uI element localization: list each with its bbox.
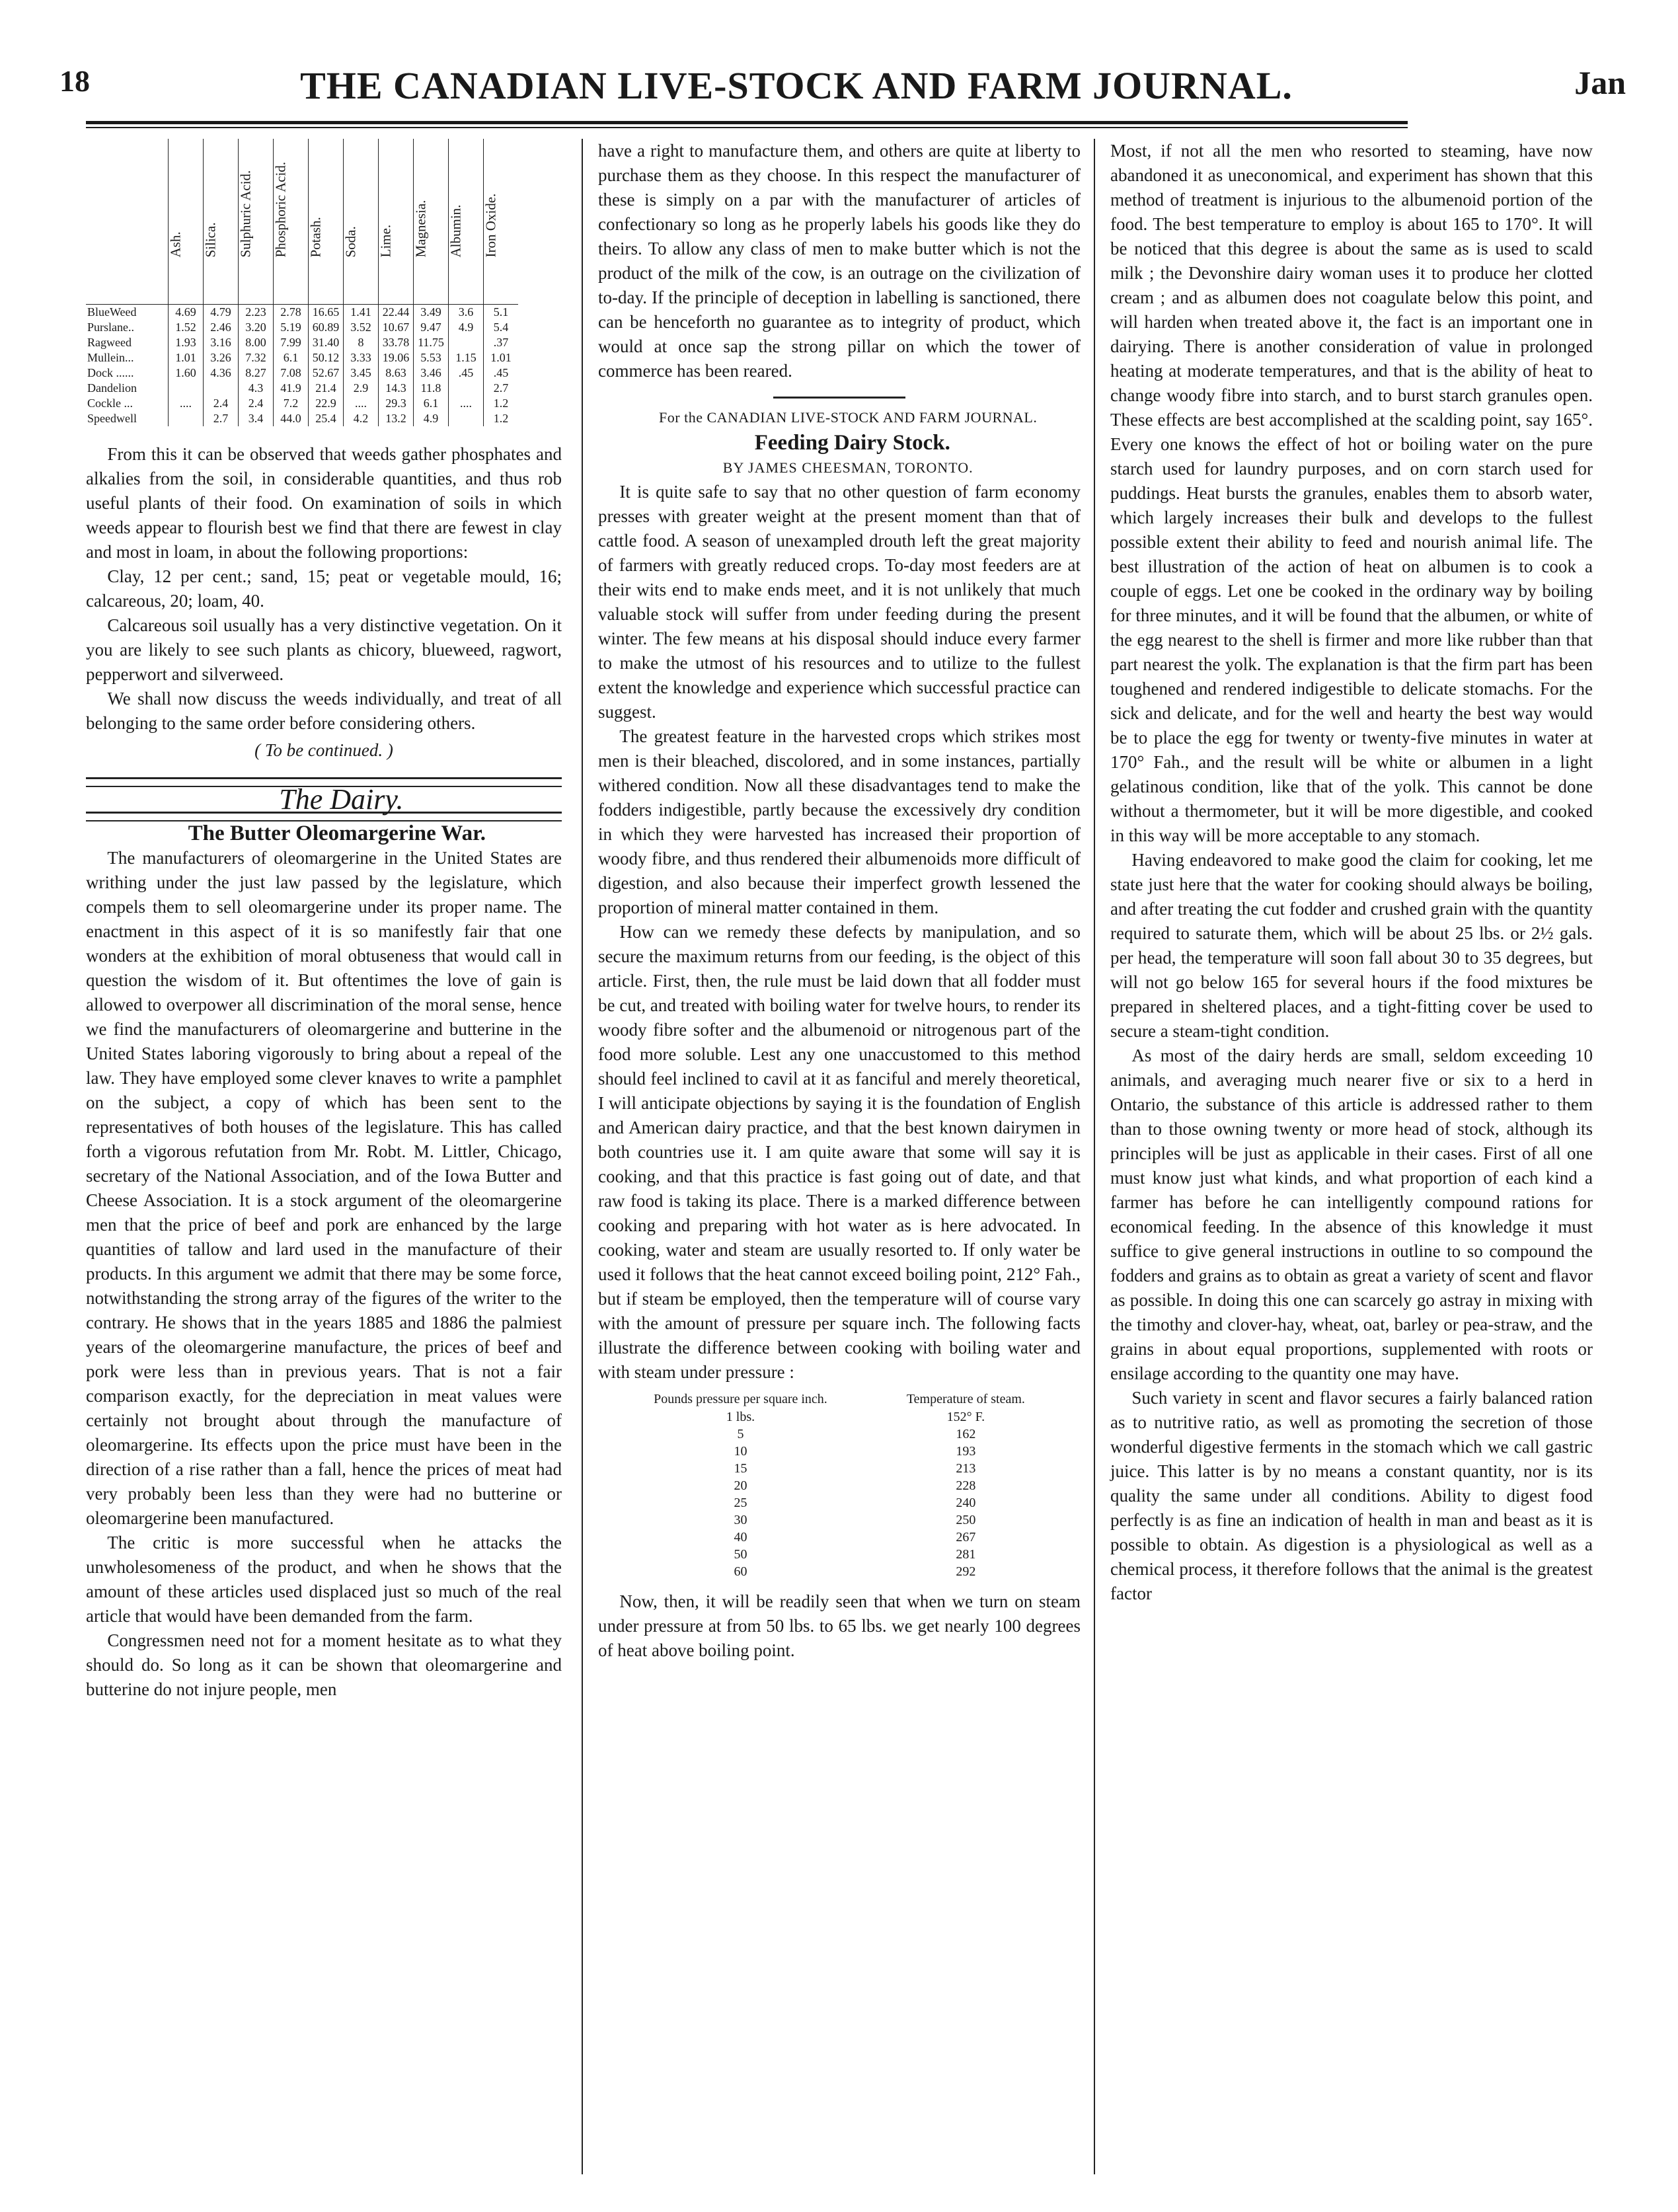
column-header-label: Iron Oxide. (482, 193, 499, 258)
article-byline: BY JAMES CHEESMAN, TORONTO. (722, 459, 973, 476)
table-cell: 1.93 (169, 335, 204, 350)
table-cell: 6.1 (274, 350, 309, 365)
table-cell: 25.4 (309, 411, 344, 426)
table-cell: 1.2 (484, 411, 519, 426)
paragraph: Clay, 12 per cent.; sand, 15; peat or vegetable mould, 16; calcareous, 20; loam, 40. (86, 566, 562, 611)
paragraph: The critic is more successful when he attacks the unwholesomeness of the product, and when he shows that the amount of these articles used displaced just so much of the real article that would have been demanded from the farm. (86, 1533, 562, 1626)
pressure-value: 5 (737, 1427, 744, 1441)
temperature-value: 152° F. (946, 1410, 985, 1424)
paragraph: We shall now discuss the weeds individually, and treat of all belonging to the same order before considering others. (86, 689, 562, 733)
table-cell: .... (449, 396, 484, 411)
paragraph: From this it can be observed that weeds gather phosphates and alkalies from the soil, in considerable quantities, and thus rob useful plants of their food. On examination of soils in which weeds appear to flourish best we find that there are fewest in clay and most in loam, in about the following proportions: (86, 444, 562, 562)
table-cell: 4.9 (414, 411, 449, 426)
table-cell: 7.99 (274, 335, 309, 350)
table-cell: 60.89 (309, 320, 344, 335)
table-cell: 7.32 (239, 350, 274, 365)
paragraph: The greatest feature in the harvested crops which strikes most men is their bleached, discolored, and in some instances, partially withered condition. Now all these disadvantages tend to make the fodders indigestible, partly because the excessively dry condition in which they were harvested has increased their proportion of woody fibre, and thus rendered their albumenoids more difficult of digestion, and also because their imperfect growth lessened the proportion of mineral matter contained in them. (598, 726, 1081, 917)
column-header-label: Soda. (342, 226, 359, 258)
pressure-value: 1 lbs. (726, 1410, 755, 1424)
temperature-value: 240 (956, 1496, 976, 1510)
issue-month: Jan (1574, 64, 1626, 101)
table-cell: 8 (344, 335, 379, 350)
paragraph: Having endeavored to make good the claim for cooking, let me state just here that the water for cooking should always be boiling, and after treating the cut fodder and crushed grain with the quantity required to saturate them, which will be about 25 lbs. or 2½ gals. per head, the temperature will soon fall about 30 to 35 degrees, but will not go below 165 for several hours if the food mixtures be prepared in sheltered places, and a tight-fitting cover be used to secure a steam-tight condition. (1110, 850, 1593, 1041)
table-cell: 3.6 (449, 305, 484, 321)
header-rule-thick (86, 121, 1408, 124)
table-row (86, 305, 518, 321)
temperature-value: 292 (956, 1564, 976, 1579)
column-3 (1110, 139, 1593, 1606)
table-cell: 7.2 (274, 396, 309, 411)
column-header (344, 139, 379, 305)
paragraph: have a right to manufacture them, and others are quite at liberty to purchase them as they choose. In this respect the manufacturer of these is simply on a par with the manufacturer of articles of confectionary so long as he properly labels his goods like they do theirs. To allow any class of men to make butter which is not the product of the milk of the cow, is an outrage on the civilization of to-day. If the principle of deception in labelling is sanctioned, there can be henceforth no guarantee as to integrity of product, which would at once sap the strong pillar on which the tower of commerce has been reared. (598, 141, 1081, 381)
table-cell: 3.4 (239, 411, 274, 426)
column-header-label: Albumin. (447, 204, 464, 258)
temperature-value: 162 (956, 1427, 976, 1441)
weed-name: Dandelion (87, 381, 137, 395)
table-cell: 22.9 (309, 396, 344, 411)
table-cell: 3.20 (239, 320, 274, 335)
table-cell: 4.36 (204, 365, 239, 381)
table-cell: 8.00 (239, 335, 274, 350)
weed-name: Mullein... (87, 351, 134, 364)
table-row (86, 365, 518, 381)
table-cell (449, 381, 484, 396)
column-divider-1 (582, 139, 583, 2174)
table-cell: 29.3 (379, 396, 414, 411)
pressure-value: 10 (734, 1444, 747, 1459)
column-1 (86, 139, 562, 1702)
table-cell: 2.7 (204, 411, 239, 426)
column-header (309, 139, 344, 305)
paragraph: The manufacturers of oleomargerine in the United States are writhing under the just law passed by the legislature, which compels them to sell oleomargerine under its proper name. The enactment in this aspect of it is so manifestly fair that one wonders at the exhibition of moral obtuseness that would call in question the wisdom of it. But oftentimes the love of gain is allowed to overpower all discrimination of the moral sense, hence we find the manufacturers of oleomargerine and butterine in the United States laboring vigorously to bring about a repeal of the law. They have employed some clever knaves to write a pamphlet on the subject, a copy of which has been sent to the representatives of both houses of the legislature. This has called forth a vigorous refutation from Mr. Robt. M. Littler, Chicago, secretary of the National Association, and of the Iowa Butter and Cheese Association. It is a stock argument of the oleomargerine men that the price of beef and pork are enhanced by the large quantities of tallow and lard used in the manufacture of their products. In this argument we admit that there may be some force, notwithstanding the strong array of the figures of the writer to the contrary. He shows that in the years 1885 and 1886 the palmiest years of the oleomargerine manufacture, the prices of beef and pork were less than in previous years. That is not a fair comparison exactly, for the depreciation in meat values were certainly not brought about through the manufacture of oleomargerine. Its effects upon the price must have been in the direction of a rise rather than a fall, hence the prices of meat had very probably been less than they were had no butterine or oleomargerine been manufactured. (86, 848, 562, 1528)
table-row (86, 381, 518, 396)
table-cell: 19.06 (379, 350, 414, 365)
table-cell: 3.33 (344, 350, 379, 365)
column-header-label: Sulphuric Acid. (237, 170, 254, 258)
column-header (239, 139, 274, 305)
pressure-value: 50 (734, 1547, 747, 1562)
page-number: 18 (59, 64, 90, 98)
paragraph: How can we remedy these defects by manipulation, and so secure the maximum returns from our feeding, is the object of this article. First, then, the rule must be laid down that all fodder must be cut, and treated with boiling water for twelve hours, to render its woody fibre softer and the albumenoid or nitrogenous part of the food more soluble. Lest any one unaccustomed to this method should feel inclined to cavil at it as fanciful and merely theoretical, I will anticipate objections by saying it is the foundation of English and American dairy practice, and that the best known dairymen in both countries use it. I am quite aware that some will say it is cooking, and that this practice is fast going out of date, and that raw food is taking its place. There is a marked difference between cooking and preparing with hot water as is here advocated. In cooking, water and steam are usually resorted to. If only water be used it follows that the heat cannot exceed boiling point, 212° Fah., but if steam be employed, then the temperature will of course vary with the amount of pressure per square inch. The following facts illustrate the difference between cooking with boiling water and with steam under pressure : (598, 922, 1081, 1382)
table-cell: .... (169, 396, 204, 411)
table-cell (204, 381, 239, 396)
article-title-feeding-dairy: Feeding Dairy Stock. (754, 431, 950, 455)
column-header-label: Phosphoric Acid. (272, 161, 289, 258)
temperature-value: 250 (956, 1513, 976, 1527)
page-header (59, 63, 1626, 123)
table-cell: 5.19 (274, 320, 309, 335)
column-header-label: Ash. (167, 231, 184, 258)
table-cell: 50.12 (309, 350, 344, 365)
pressure-value: 40 (734, 1530, 747, 1545)
table-cell: 1.52 (169, 320, 204, 335)
paragraph: It is quite safe to say that no other question of farm economy presses with greater weight at the present moment than that of cattle food. A season of unexampled drouth left the great majority of farmers with greatly reduced crops. To-day most feeders are at their wits end to make ends meet, and it is not unlikely that much valuable stock will suffer from under feeding during the present winter. The few means at his disposal should induce every farmer to make the utmost of his resources and to utilize to the fullest extent the knowledge and experience which successful practice can suggest. (598, 482, 1081, 722)
header-rule-thin (86, 127, 1408, 128)
table-cell: .45 (484, 365, 519, 381)
column-header (484, 139, 519, 305)
table-cell: 4.3 (239, 381, 274, 396)
table-row (86, 350, 518, 365)
pressure-value: 25 (734, 1496, 747, 1510)
table-cell: 2.4 (239, 396, 274, 411)
table-cell: 13.2 (379, 411, 414, 426)
temperature-header: Temperature of steam. (906, 1392, 1025, 1406)
steam-pressure-table (598, 1391, 1081, 1580)
column-header-label: Magnesia. (412, 200, 429, 258)
paragraph: Congressmen need not for a moment hesitate as to what they should do. So long as it can be shown that oleomargerine and butterine do not injure people, men (86, 1630, 562, 1699)
table-row (86, 335, 518, 350)
table-cell: 8.27 (239, 365, 274, 381)
pressure-column (654, 1391, 827, 1580)
temperature-value: 193 (956, 1444, 976, 1459)
paragraph: Such variety in scent and flavor secures a fairly balanced ration as to nutritive ratio, as well as promoting the secretion of those wonderful digestive ferments in the stomach which we call gastric juice. This latter is by no means a constant quantity, nor is its quality the same under all conditions. Ability to digest food perfectly is as fine an indication of health in man and beast as it is possible to obtain. As digestion is a physiological as well as a chemical process, it therefore follows that the animal is the greatest factor (1110, 1388, 1593, 1603)
article-credit: For the CANADIAN LIVE-STOCK AND FARM JOURNAL. (659, 409, 1038, 426)
table-cell: 3.52 (344, 320, 379, 335)
pressure-header: Pounds pressure per square inch. (654, 1392, 827, 1406)
table-cell: 2.46 (204, 320, 239, 335)
table-cell: 3.46 (414, 365, 449, 381)
weed-name: Purslane.. (87, 321, 134, 334)
column-header (169, 139, 204, 305)
table-cell: 4.2 (344, 411, 379, 426)
table-cell: .37 (484, 335, 519, 350)
table-cell: 11.75 (414, 335, 449, 350)
weed-table-body (86, 305, 518, 427)
paragraph: Now, then, it will be readily seen that when we turn on steam under pressure at from 50 lbs. to 65 lbs. we get nearly 100 degrees of heat above boiling point. (598, 1591, 1081, 1660)
column-header (379, 139, 414, 305)
weed-name: Cockle ... (87, 397, 133, 410)
table-cell: 16.65 (309, 305, 344, 321)
table-cell: 41.9 (274, 381, 309, 396)
table-cell: 33.78 (379, 335, 414, 350)
column-2 (598, 139, 1081, 1663)
table-cell: 3.49 (414, 305, 449, 321)
table-cell: 2.23 (239, 305, 274, 321)
table-cell: 7.08 (274, 365, 309, 381)
table-cell: 22.44 (379, 305, 414, 321)
weed-table-header (86, 139, 518, 305)
table-cell (169, 411, 204, 426)
table-cell (449, 411, 484, 426)
table-cell: 44.0 (274, 411, 309, 426)
temperature-value: 228 (956, 1478, 976, 1493)
pressure-value: 20 (734, 1478, 747, 1493)
table-cell: 1.01 (484, 350, 519, 365)
pressure-value: 60 (734, 1564, 747, 1579)
table-cell: 1.15 (449, 350, 484, 365)
weed-ash-table (86, 139, 518, 426)
journal-title: THE CANADIAN LIVE-STOCK AND FARM JOURNAL. (300, 64, 1293, 107)
column-header-label: Silica. (202, 222, 219, 258)
weed-name: Ragweed (87, 336, 132, 349)
table-cell: 10.67 (379, 320, 414, 335)
table-cell: 14.3 (379, 381, 414, 396)
temperature-value: 267 (956, 1530, 976, 1545)
table-cell: 3.26 (204, 350, 239, 365)
column-header (414, 139, 449, 305)
table-cell: 1.2 (484, 396, 519, 411)
pressure-value: 15 (734, 1461, 747, 1476)
table-cell: 2.9 (344, 381, 379, 396)
column-header (204, 139, 239, 305)
table-cell: 5.53 (414, 350, 449, 365)
column-header (449, 139, 484, 305)
table-cell: 3.45 (344, 365, 379, 381)
table-cell: 52.67 (309, 365, 344, 381)
table-cell: 4.9 (449, 320, 484, 335)
table-cell: 4.69 (169, 305, 204, 321)
table-row (86, 320, 518, 335)
table-cell (449, 335, 484, 350)
column-header (274, 139, 309, 305)
table-cell: 1.01 (169, 350, 204, 365)
column-header-label: Lime. (377, 224, 394, 258)
table-row (86, 411, 518, 426)
table-cell: 8.63 (379, 365, 414, 381)
table-cell: 5.4 (484, 320, 519, 335)
table-cell: 11.8 (414, 381, 449, 396)
table-cell (169, 381, 204, 396)
column-header-label: Potash. (307, 217, 324, 258)
table-cell: 1.41 (344, 305, 379, 321)
table-cell: 2.78 (274, 305, 309, 321)
weed-name: Dock ...... (87, 366, 134, 379)
weed-name: BlueWeed (87, 305, 137, 319)
table-cell: 6.1 (414, 396, 449, 411)
weed-name: Speedwell (87, 412, 137, 425)
paragraph: Calcareous soil usually has a very distinctive vegetation. On it you are likely to see such plants as chicory, blueweed, ragwort, pepperwort and silverweed. (86, 615, 562, 684)
pressure-value: 30 (734, 1513, 747, 1527)
table-cell: 9.47 (414, 320, 449, 335)
table-cell: 3.16 (204, 335, 239, 350)
table-cell: 5.1 (484, 305, 519, 321)
table-cell: 2.4 (204, 396, 239, 411)
table-cell: 4.79 (204, 305, 239, 321)
paragraph: Most, if not all the men who resorted to steaming, have now abandoned it as uneconomical, and experiment has shown that this method of treatment is injurious to the albumenoid portion of the food. The best temperature to employ is about 165 to 170°. It will be noticed that this degree is about the same as is used to scald milk ; the Devonshire dairy woman uses it to produce her clotted cream ; and as albumen does not coagulate below this point, and will harden when treated above it, the fact is an important one in dairying. There is another consideration of value in prolonged heating at moderate temperatures, and that is the ability of heat to change woody fibre into starch, and to burst starch granules open. These effects are best accomplished at the scalding point, say 165°. Every one knows the effect of hot or boiling water on the pure starch used for laundry purposes, and on corn starch used for puddings. Heat bursts the granules, enables them to absorb water, which largely increases their bulk and develops to the fullest possible extent their ability to feed and nourish animal life. The best illustration of the action of heat on albumen is to cook a couple of eggs. Let one be cooked in the ordinary way by boiling for three minutes, and it will be found that the albumen, or white of the egg nearest to the shell is firmer and more like rubber than that part nearest the yolk. The explanation is that the firm part has been toughened and rendered indigestible to delicate stomachs. For the sick and delicate, and for the well and hearty the best way would be to place the egg for twenty or twenty-five minutes in water at 170° Fah., and the result will be white or albumen in a light gelatinous condition, like that of the yolk. This cannot be done without a thermometer, but it will be more digestible, and cooked in this way will be more acceptable to any stomach. (1110, 141, 1593, 845)
table-cell: 31.40 (309, 335, 344, 350)
table-row (86, 396, 518, 411)
table-cell: 1.60 (169, 365, 204, 381)
temperature-value: 213 (956, 1461, 976, 1476)
continued-note: ( To be continued. ) (254, 740, 393, 760)
temperature-value: 281 (956, 1547, 976, 1562)
table-cell: .... (344, 396, 379, 411)
paragraph: As most of the dairy herds are small, seldom exceeding 10 animals, and averaging much nearer five or six to a herd in Ontario, the substance of this article is addressed rather to them than to those owning twenty or more head of stock, although its principles will be just as applicable in their cases. First of all one must know just what kinds, and what proportion of each kind a farmer has before he can intelligently compound rations for economical feeding. In the absence of this knowledge it must suffice to give general instructions in outline to so compound the fodders and grains as to obtain as great a variety of scent and flavor as possible. In doing this one can scarcely go astray in mixing with the timothy and clover-hay, wheat, oat, barley or pea-straw, and the grains in about equal proportions, supplemented with roots or ensilage according to the quantity one may have. (1110, 1046, 1593, 1383)
article-divider (773, 397, 905, 399)
column-divider-2 (1094, 139, 1095, 2174)
section-heading-dairy: The Dairy. (279, 783, 404, 816)
temperature-column (907, 1391, 1025, 1580)
table-cell: 21.4 (309, 381, 344, 396)
table-cell: .45 (449, 365, 484, 381)
article-title-butter-war: The Butter Oleomargerine War. (188, 821, 486, 845)
table-cell: 2.7 (484, 381, 519, 396)
